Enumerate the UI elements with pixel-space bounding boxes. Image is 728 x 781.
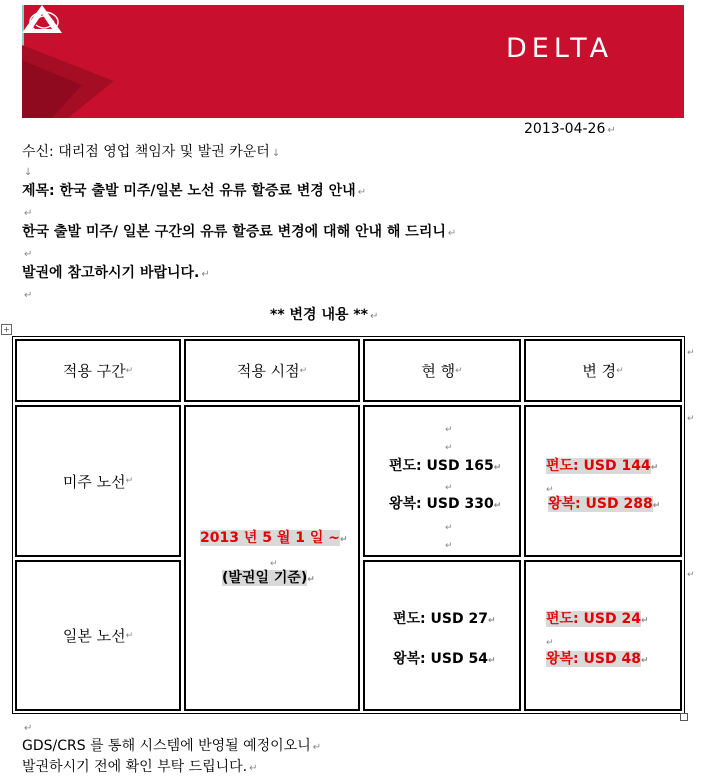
body-line-1: 한국 출발 미주/ 일본 구간의 유류 할증료 변경에 대해 안내 해 드리니 ↵ <box>22 224 457 240</box>
delta-banner <box>22 5 684 118</box>
header-cell-date: 적용 시점 ↵ <box>184 339 360 402</box>
new-roundtrip: 왕복: USD 288↵ <box>548 496 661 512</box>
current-rate-cell-americas: ↵ ↵ 편도: USD 165↵ ↵ 왕복: USD 330↵ ↵ ↵ <box>363 405 521 557</box>
table-move-handle[interactable]: + <box>1 324 12 335</box>
body-line-2: 발권에 참고하시기 바랍니다. ↵ <box>22 265 210 281</box>
rate-text: 왕복: USD 48 <box>546 651 641 667</box>
footer-text-2: 발권하시기 전에 확인 부탁 드립니다. <box>22 759 248 775</box>
current-rate-cell-japan <box>363 560 521 711</box>
header-cell-current: 현 행 ↵ <box>363 339 521 402</box>
row-end-mark: ↵ <box>687 348 695 358</box>
route-label: 일본 노선 <box>62 627 126 645</box>
new-rate-cell-americas: 편도: USD 144↵ ↵ 왕복: USD 288↵ <box>524 405 682 557</box>
current-oneway: 편도: USD 27↵ <box>393 611 496 627</box>
effective-basis-line: (발권일 기준)↵ <box>222 570 315 586</box>
doc-date: 2013-04-26 <box>524 121 606 137</box>
header-label: 적용 구간 <box>62 362 126 380</box>
effective-basis: (발권일 기준) <box>222 570 308 586</box>
body-text-2: 발권에 참고하시기 바랍니다. <box>22 265 200 281</box>
footer-text-1: GDS/CRS 를 통해 시스템에 반영될 예정이오니 <box>22 738 311 754</box>
rate-text: 왕복: USD 330 <box>389 496 494 512</box>
row-end-mark: ↵ <box>687 570 695 580</box>
blank-line: ↓ <box>24 167 33 178</box>
effective-date-cell: 2013 년 5 월 1 일 ~↵ ↵ (발권일 기준)↵ <box>184 405 360 711</box>
body-text-1: 한국 출발 미주/ 일본 구간의 유류 할증료 변경에 대해 안내 해 드리니 <box>22 224 446 240</box>
header-cell-new: 변 경 ↵ <box>524 339 682 402</box>
rate-text: 왕복: USD 288 <box>548 496 653 512</box>
header-label: 적용 시점 <box>236 362 300 380</box>
table-resize-handle[interactable] <box>680 713 688 721</box>
recipient-line: 수신: 대리점 영업 책임자 및 발권 카운터 ↓ <box>22 144 281 160</box>
header-label: 현 행 <box>421 362 456 380</box>
changes-heading: ** 변경 내용 ** <box>270 307 369 323</box>
recipient-text: 수신: 대리점 영업 책임자 및 발권 카운터 <box>22 144 270 160</box>
new-roundtrip: 왕복: USD 48↵ <box>546 651 649 667</box>
blank-line: ↵ <box>24 290 33 301</box>
surcharge-table <box>12 336 685 714</box>
new-oneway: 편도: USD 144↵ <box>546 458 659 474</box>
route-label: 미주 노선 <box>62 472 126 491</box>
row-end-mark: ↵ <box>687 414 695 424</box>
skyteam-icon <box>22 5 62 37</box>
doc-date-line: 2013-04-26 ↵ <box>524 121 616 137</box>
footer-line-2: 발권하시기 전에 확인 부탁 드립니다. ↵ <box>22 759 258 775</box>
changes-heading-line: ** 변경 내용 ** ↵ <box>270 307 379 323</box>
rate-text: 편도: USD 24 <box>546 611 641 627</box>
header-cell-route: 적용 구간 ↵ <box>15 339 181 402</box>
route-cell-japan: 일본 노선 ↵ <box>15 560 181 711</box>
effective-date-line: 2013 년 5 월 1 일 ~↵ <box>200 530 348 546</box>
new-rate-cell-japan: 편도: USD 24↵ ↵ 왕복: USD 48↵ <box>524 560 682 711</box>
blank-line: ↵ <box>24 208 33 219</box>
header-label: 변 경 <box>582 362 617 380</box>
new-oneway: 편도: USD 24↵ <box>546 611 649 627</box>
subject-line: 제목: 한국 출발 미주/일본 노선 유류 할증료 변경 안내 ↵ <box>22 183 367 199</box>
delta-logo-text: DELTA <box>506 33 614 64</box>
effective-date: 2013 년 5 월 1 일 ~ <box>200 530 340 546</box>
rate-text: 편도: USD 27 <box>393 611 488 627</box>
rate-text: 편도: USD 144 <box>546 458 651 474</box>
footer-line-1: GDS/CRS 를 통해 시스템에 반영될 예정이오니 ↵ <box>22 738 322 754</box>
current-oneway: 편도: USD 165↵ <box>389 458 502 474</box>
blank-line: ↵ <box>24 723 33 734</box>
route-cell-americas: 미주 노선 ↵ <box>15 405 181 557</box>
current-roundtrip: 왕복: USD 54↵ <box>393 651 496 667</box>
rate-text: 편도: USD 165 <box>389 458 494 474</box>
blank-line: ↵ <box>24 249 33 260</box>
rate-text: 왕복: USD 54 <box>393 651 488 667</box>
current-roundtrip: 왕복: USD 330↵ <box>389 496 502 512</box>
subject-text: 제목: 한국 출발 미주/일본 노선 유류 할증료 변경 안내 <box>22 183 356 199</box>
